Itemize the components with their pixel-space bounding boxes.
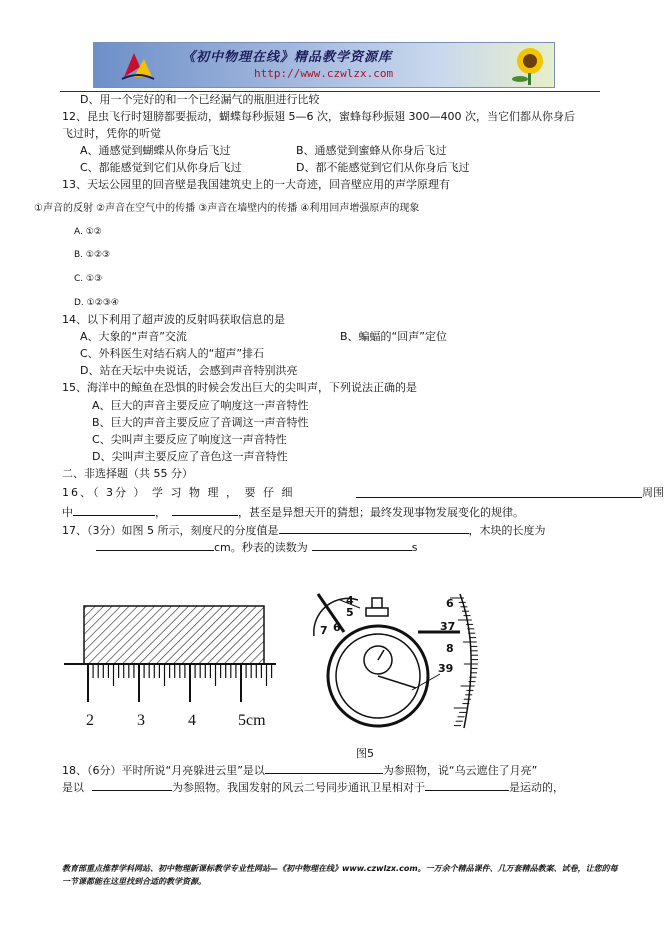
q18-stem: 18、（6分）平时所说“月亮躲进云里”是以 bbox=[62, 764, 265, 777]
q16-text-end: ，甚至是异想天开的猜想；最终发现事物发展变化的规律。 bbox=[238, 506, 524, 519]
q17-line-2 bbox=[96, 539, 418, 555]
seconds-scale-ticks bbox=[450, 598, 478, 726]
q11-option-d: D、用一个完好的和一个已经漏气的瓶胆进行比较 bbox=[80, 93, 320, 106]
ruler-label-3: 3 bbox=[137, 712, 145, 729]
q13-items: ①声音的反射 ②声音在空气中的传播 ③声音在墙壁内的传播 ④利用回声增强原声的现象 bbox=[34, 203, 420, 214]
q12-option-d: D、都不能感觉到它们从你身后飞过 bbox=[296, 161, 470, 174]
ruler-tick-marks bbox=[88, 664, 272, 702]
stopwatch-figure bbox=[300, 588, 490, 738]
q18-line-1 bbox=[62, 762, 537, 778]
q13-option-d: D. ①②③④ bbox=[74, 298, 119, 308]
q16-comma-1: ， bbox=[155, 506, 166, 519]
q18-line-2 bbox=[62, 779, 564, 795]
q13-stem: 13、天坛公园里的回音壁是我国建筑史上的一大奇迹，回音壁应用的声学原理有 bbox=[62, 178, 450, 191]
logo-icon bbox=[120, 47, 156, 83]
banner-url[interactable]: http://www.czwlzx.com bbox=[254, 67, 394, 80]
q18-blank-3[interactable] bbox=[425, 779, 509, 791]
q14-stem: 14、以下利用了超声波的反射吗获取信息的是 bbox=[62, 313, 285, 326]
ruler-label-2: 2 bbox=[86, 712, 94, 729]
q14-option-a: A、大象的“声音”交流 bbox=[80, 330, 187, 343]
q17-blank-3[interactable] bbox=[312, 539, 412, 551]
q15-stem: 15、海洋中的鲸鱼在恐惧的时候会发出巨大的尖叫声，下列说法正确的是 bbox=[62, 381, 417, 394]
banner-title: 《初中物理在线》精品教学资源库 bbox=[182, 50, 393, 65]
header-rule bbox=[60, 91, 600, 92]
q18-text-2: 为参照物。我国发射的风云二号同步通讯卫星相对于 bbox=[172, 781, 425, 794]
q17-text-cm: cm。秒表的读数为 bbox=[214, 541, 308, 554]
dial-label-7: 7 bbox=[320, 624, 328, 637]
q16-blank-1[interactable] bbox=[356, 485, 642, 498]
q16-blank-2[interactable] bbox=[73, 504, 155, 516]
q17-text-s: s bbox=[411, 541, 418, 554]
q13-option-c: C. ①③ bbox=[74, 274, 103, 284]
q17-blank-2[interactable] bbox=[96, 539, 214, 551]
q12-option-c: C、都能感觉到它们从你身后飞过 bbox=[80, 161, 242, 174]
q16-blank-3[interactable] bbox=[172, 504, 238, 516]
q12-stem: 12、昆虫飞行时翅膀都要振动，蝴蝶每秒振翅 5—6 次，蜜蜂每秒振翅 300—400 次，当它们都从你身后 bbox=[62, 110, 575, 123]
figure-caption: 图5 bbox=[356, 747, 374, 760]
q17-blank-1[interactable] bbox=[279, 522, 469, 534]
q16-text-zhong: 中 bbox=[62, 506, 73, 519]
sunflower-icon bbox=[500, 45, 550, 85]
q13-option-b: B. ①②③ bbox=[74, 250, 111, 260]
q16-stem: 16、（ 3分 ） 学 习 物 理 ， 要 仔 细 bbox=[62, 486, 295, 499]
q14-option-d: D、站在天坛中央说话，会感到声音特别洪亮 bbox=[80, 364, 298, 377]
scale-label-6: 6 bbox=[446, 597, 454, 610]
q17-stem-2: ，木块的长度为 bbox=[468, 524, 546, 537]
q14-option-c: C、外科医生对结石病人的“超声”排石 bbox=[80, 347, 265, 360]
q15-option-d: D、尖叫声主要反应了音色这一声音特性 bbox=[92, 450, 288, 463]
q18-blank-1[interactable] bbox=[265, 762, 383, 774]
footer-note: 教育部重点推荐学科网站、初中物理新课标教学专业性网站—《初中物理在线》www.czwlzx.com。一万余个精品课件、几万套精品教案、试卷，让您的每一节课都能在这里找到合适的教学资源。 bbox=[62, 864, 618, 886]
q15-option-c: C、尖叫声主要反应了响度这一声音特性 bbox=[92, 433, 287, 446]
dial-label-5: 5 bbox=[346, 606, 354, 619]
q18-text-3: 是运动的， bbox=[509, 781, 564, 794]
q16-line-2 bbox=[62, 504, 524, 520]
q15-option-a: A、巨大的声音主要反应了响度这一声音特性 bbox=[92, 399, 309, 412]
dial-label-6: 6 bbox=[333, 621, 341, 634]
stopwatch-crown bbox=[372, 598, 382, 608]
section-2-heading: 二、非选择题（共 55 分） bbox=[62, 467, 193, 480]
stopwatch-stem bbox=[366, 608, 388, 616]
q15-option-b: B、巨大的声音主要反应了音调这一声音特性 bbox=[92, 416, 309, 429]
q12-option-b: B、通感觉到蜜蜂从你身后飞过 bbox=[296, 144, 447, 157]
q13-option-a: A. ①② bbox=[74, 227, 102, 237]
scale-label-8: 8 bbox=[446, 642, 454, 655]
dial-label-4: 4 bbox=[346, 594, 354, 607]
q12-option-a: A、通感觉到蝴蝶从你身后飞过 bbox=[80, 144, 231, 157]
scale-label-39: 39 bbox=[438, 662, 454, 675]
scale-label-37: 37 bbox=[440, 620, 456, 633]
ruler-label-4: 4 bbox=[188, 712, 196, 729]
q16-stem-end: 周围 bbox=[642, 486, 664, 499]
wooden-block bbox=[84, 606, 264, 664]
ruler-label-5cm: 5cm bbox=[238, 712, 266, 729]
q12-stem-cont: 飞过时，凭你的听觉 bbox=[62, 127, 161, 140]
q14-option-b: B、蝙蝠的“回声”定位 bbox=[340, 330, 447, 343]
q18-blank-2[interactable] bbox=[92, 779, 172, 791]
q18-stem-2: 为参照物，说“乌云遮住了月亮” bbox=[382, 764, 538, 777]
q17-stem: 17、（3分）如图 5 所示，刻度尺的分度值是 bbox=[62, 524, 279, 537]
q18-text-shiyi: 是以 bbox=[62, 781, 84, 794]
q17-line-1 bbox=[62, 522, 546, 538]
header-banner bbox=[93, 42, 555, 88]
